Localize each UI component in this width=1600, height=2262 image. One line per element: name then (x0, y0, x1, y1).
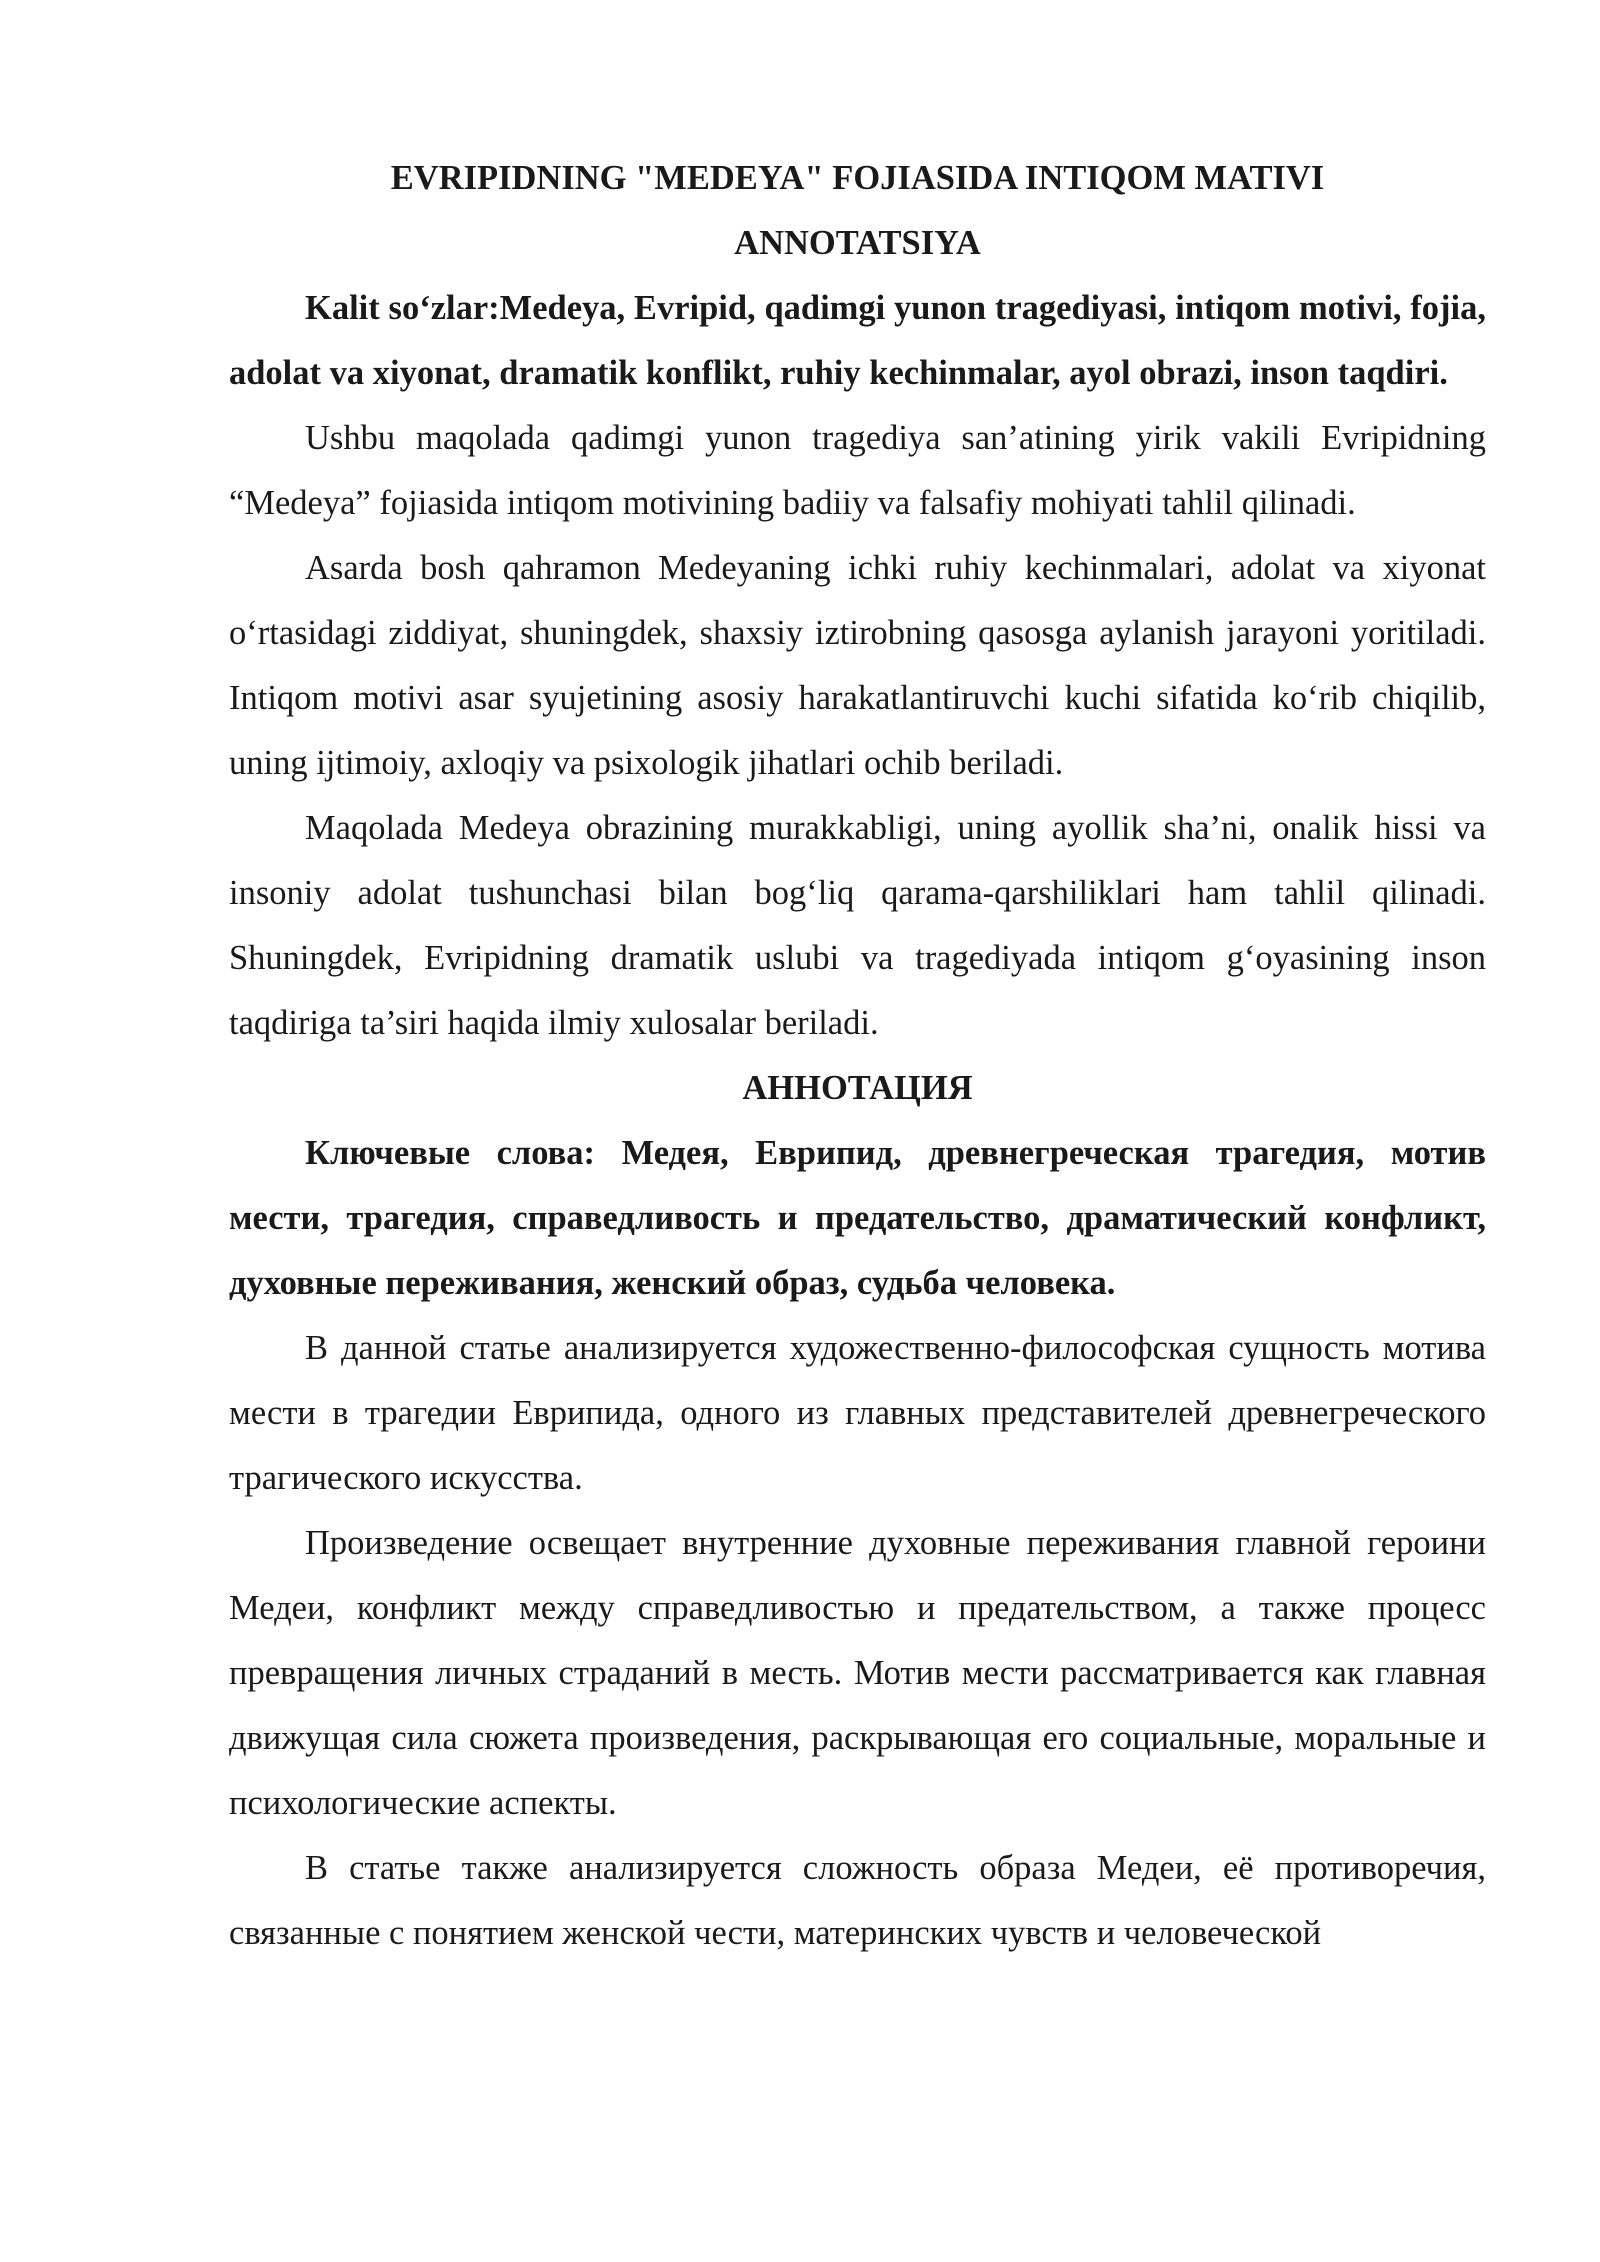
ru-paragraph: В данной статье анализируется художественно-философская сущность мотива мести в трагедии Еврипида, одного из главных представителей древнегреческого трагического искусства. (229, 1329, 1486, 1497)
document-body (229, 146, 1486, 1966)
annotation-ru-heading: АННОТАЦИЯ (742, 1069, 973, 1107)
document-title: EVRIPIDNING "MEDEYA" FOJIASIDA INTIQOM MATIVI (390, 159, 1325, 197)
ru-paragraph: Произведение освещает внутренние духовные переживания главной героини Медеи, конфликт между справедливостью и предательством, а также процесс превращения личных страданий в месть. Мотив мести рассматривается как главная движущая сила сюжета произведения, раскрывающая его социальные, моральные и психологические аспекты. (229, 1524, 1486, 1822)
ru-paragraph: В статье также анализируется сложность образа Медеи, её противоречия, связанные с понятием женской чести, материнских чувств и человеческой (229, 1849, 1486, 1952)
uz-paragraph: Ushbu maqolada qadimgi yunon tragediya san’atining yirik vakili Evripidning “Medeya” fojiasida intiqom motivining badiiy va falsafiy mohiyati tahlil qilinadi. (229, 419, 1486, 522)
keywords-ru: Ключевые слова: Медея, Еврипид, древнегреческая трагедия, мотив мести, трагедия, справедливость и предательство, драматический конфликт, духовные переживания, женский образ, судьба человека. (229, 1134, 1486, 1302)
uz-paragraph: Asarda bosh qahramon Medeyaning ichki ruhiy kechinmalari, adolat va xiyonat o‘rtasidagi ziddiyat, shuningdek, shaxsiy iztirobning qasosga aylanish jarayoni yoritiladi. Intiqom motivi asar syujetining asosiy harakatlantiruvchi kuchi sifatida ko‘rib chiqilib, uning ijtimoiy, axloqiy va psixologik jihatlari ochib beriladi. (229, 549, 1486, 782)
annotation-uz-heading: ANNOTATSIYA (734, 224, 981, 262)
uz-paragraph: Maqolada Medeya obrazining murakkabligi, uning ayollik sha’ni, onalik hissi va insoniy adolat tushunchasi bilan bog‘liq qarama-qarshiliklari ham tahlil qilinadi. Shuningdek, Evripidning dramatik uslubi va tragediyada intiqom g‘oyasining inson taqdiriga ta’siri haqida ilmiy xulosalar beriladi. (229, 809, 1486, 1042)
keywords-uz: Kalit so‘zlar:Medeya, Evripid, qadimgi yunon tragediyasi, intiqom motivi, fojia, adolat va xiyonat, dramatik konflikt, ruhiy kechinmalar, ayol obrazi, inson taqdiri. (229, 289, 1486, 392)
